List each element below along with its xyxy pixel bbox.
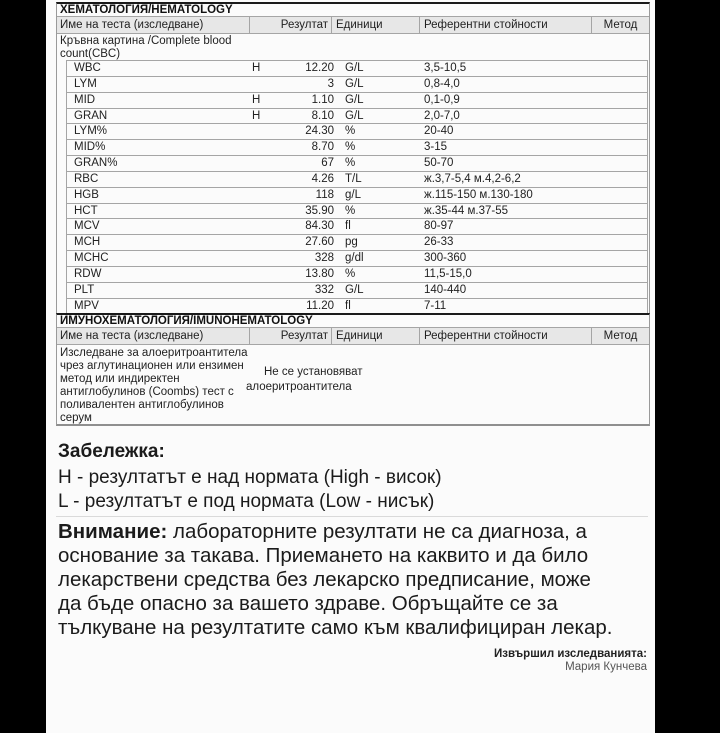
result-unit: g/L [345,188,361,201]
immunohematology-section-title: ИМУНОХЕМАТОЛОГИЯ/IMUNOHEMATOLOGY [57,315,649,328]
reference-range: 50-70 [424,157,454,170]
cbc-group-label-line2: count(CBC) [60,47,121,60]
test-name: MPV [74,299,99,312]
warning-line: лекарствени средства без лекарско предписание, може [58,568,591,591]
result-value: 24.30 [305,125,334,138]
column-divider [249,17,250,33]
reference-range: 11,5-15,0 [424,267,472,280]
coombs-test-name-line: чрез аглутинационен или ензимен [60,360,244,372]
result-unit: % [345,267,356,280]
column-header-method: Метод [603,19,638,31]
table-row [66,218,648,234]
column-divider [331,328,332,344]
table-row [66,60,648,76]
result-value: 328 [314,252,334,265]
reference-range: 0,1-0,9 [424,93,460,106]
table-row [66,171,648,187]
result-value: 332 [314,283,334,296]
warning-line: да бъде опасно за вашето здраве. Обръщайте се за [58,592,558,615]
result-flag: H [252,93,261,106]
test-name: GRAN [74,109,108,122]
table-row [66,76,648,92]
table-row [66,203,648,219]
column-divider [591,17,592,33]
column-header-test-name: Име на теста (изследване) [60,19,204,31]
table-row [66,282,648,298]
result-value: 8.70 [311,141,334,154]
reference-range: 20-40 [424,125,454,138]
result-value: 4.26 [311,172,334,185]
result-unit: g/dl [345,252,364,265]
warning-line: тълкуване на резултатите само към квалифициран лекар. [58,616,613,639]
column-header-test-name: Име на теста (изследване) [60,330,204,342]
test-name: HGB [74,188,99,201]
reference-range: 7-11 [424,299,447,312]
test-name: MCHC [74,252,109,265]
note-high: H - резултатът е над нормата (High - висок) [58,467,442,488]
result-value: 27.60 [305,236,334,249]
result-flag: H [252,62,261,74]
test-name: MID [74,93,96,106]
note-title: Забележка: [58,441,165,462]
test-name: PLT [74,283,95,296]
reference-range: 80-97 [424,220,454,233]
column-divider [591,328,592,344]
table-row [66,234,648,250]
column-header-units: Единици [336,19,383,31]
reference-range: 0,8-4,0 [424,77,460,90]
coombs-test-name-line: метод или индиректен [60,373,180,385]
result-unit: G/L [345,62,364,74]
result-flag: H [252,109,261,122]
result-value: 118 [315,188,334,201]
reference-range: 26-33 [424,236,454,249]
reference-range: ж.3,7-5,4 м.4,2-6,2 [424,172,521,185]
result-unit: fl [345,220,351,233]
result-value: 8.10 [311,109,334,122]
table-row [66,155,648,171]
reference-range: 300-360 [424,252,467,265]
table-row [66,123,648,139]
coombs-test-name-line: серум [60,412,92,424]
cbc-group-label-line1: Кръвна картина /Complete blood [60,35,232,47]
column-divider [249,328,250,344]
result-value: 3 [327,77,334,90]
horizontal-divider [56,516,648,517]
coombs-test-name-line: антиглобулинов (Coombs) тест с [60,386,234,398]
hematology-rows [66,60,648,315]
warning-line [58,520,612,544]
column-divider [419,17,420,33]
table-row [66,92,648,108]
table-row [66,139,648,155]
coombs-test-name-line: поливалентен антиглобулинов [60,399,224,411]
warning-line: основание за такава. Приемането на каквито и да било [58,544,589,567]
coombs-test-row [57,345,649,424]
result-value: 13.80 [305,267,334,280]
column-divider [331,17,332,33]
performed-by-name: Мария Кунчева [565,661,647,673]
column-header-result: Резултат [280,19,328,31]
hematology-column-header-row [57,17,649,34]
reference-range: ж.35-44 м.37-55 [424,204,509,217]
test-name: LYM% [74,125,108,138]
column-header-reference: Референтни стойности [424,19,548,31]
hematology-table [56,2,650,315]
coombs-test-name-line: Изследване за алоеритроантитела [60,347,248,359]
warning-line1-text: лабораторните резултати не са диагноза, а [173,520,587,543]
warning-label: Внимание: [58,520,168,543]
result-value: 67 [321,157,334,170]
reference-range: 3,5-10,5 [424,62,467,74]
result-unit: fl [345,299,351,312]
note-low: L - резултатът е под нормата (Low - нисък) [58,491,435,512]
immunohematology-table [56,313,650,426]
reference-range: 2,0-7,0 [424,109,460,122]
result-unit: % [345,157,356,170]
test-name: GRAN% [74,157,118,170]
column-header-units: Единици [336,330,383,342]
reference-range: 140-440 [424,283,467,296]
test-name: RBC [74,172,99,185]
table-row [66,187,648,203]
result-unit: G/L [345,109,364,122]
result-unit: G/L [345,283,364,296]
test-name: HCT [74,204,98,217]
test-name: WBC [74,62,101,74]
result-value: 35.90 [305,204,334,217]
hematology-section-title: ХЕМАТОЛОГИЯ/HEMATOLOGY [57,4,649,17]
coombs-result-line1: Не се установяват [264,366,363,378]
coombs-result-line2: алоеритроантитела [246,381,352,393]
result-value: 11.20 [306,299,334,312]
test-name: MCH [74,236,101,249]
result-unit: G/L [345,93,364,106]
reference-range: 3-15 [424,141,448,154]
result-unit: % [345,125,356,138]
result-unit: % [345,141,356,154]
warning-paragraph [58,520,612,640]
test-name: MCV [74,220,100,233]
table-row [66,298,648,314]
test-name: LYM [74,77,97,90]
warning-lines [58,544,612,640]
result-unit: G/L [345,77,364,90]
result-unit: % [345,204,356,217]
lab-report-page [46,0,655,733]
column-header-reference: Референтни стойности [424,330,548,342]
immunohematology-column-header-row [57,328,649,345]
result-unit: pg [345,236,358,249]
performed-by-label: Извършил изследванията: [494,648,647,660]
result-value: 84.30 [305,220,334,233]
result-unit: T/L [345,172,362,185]
reference-range: ж.115-150 м.130-180 [424,188,533,201]
test-name: RDW [74,267,102,280]
cbc-group-label [57,34,649,60]
test-name: MID% [74,141,106,154]
table-row [66,250,648,266]
result-value: 12.20 [305,62,334,74]
result-value: 1.10 [311,93,334,106]
column-header-result: Резултат [280,330,328,342]
column-header-method: Метод [603,330,638,342]
table-row [66,266,648,282]
table-row [66,108,648,124]
column-divider [419,328,420,344]
coombs-test-name [60,347,248,425]
